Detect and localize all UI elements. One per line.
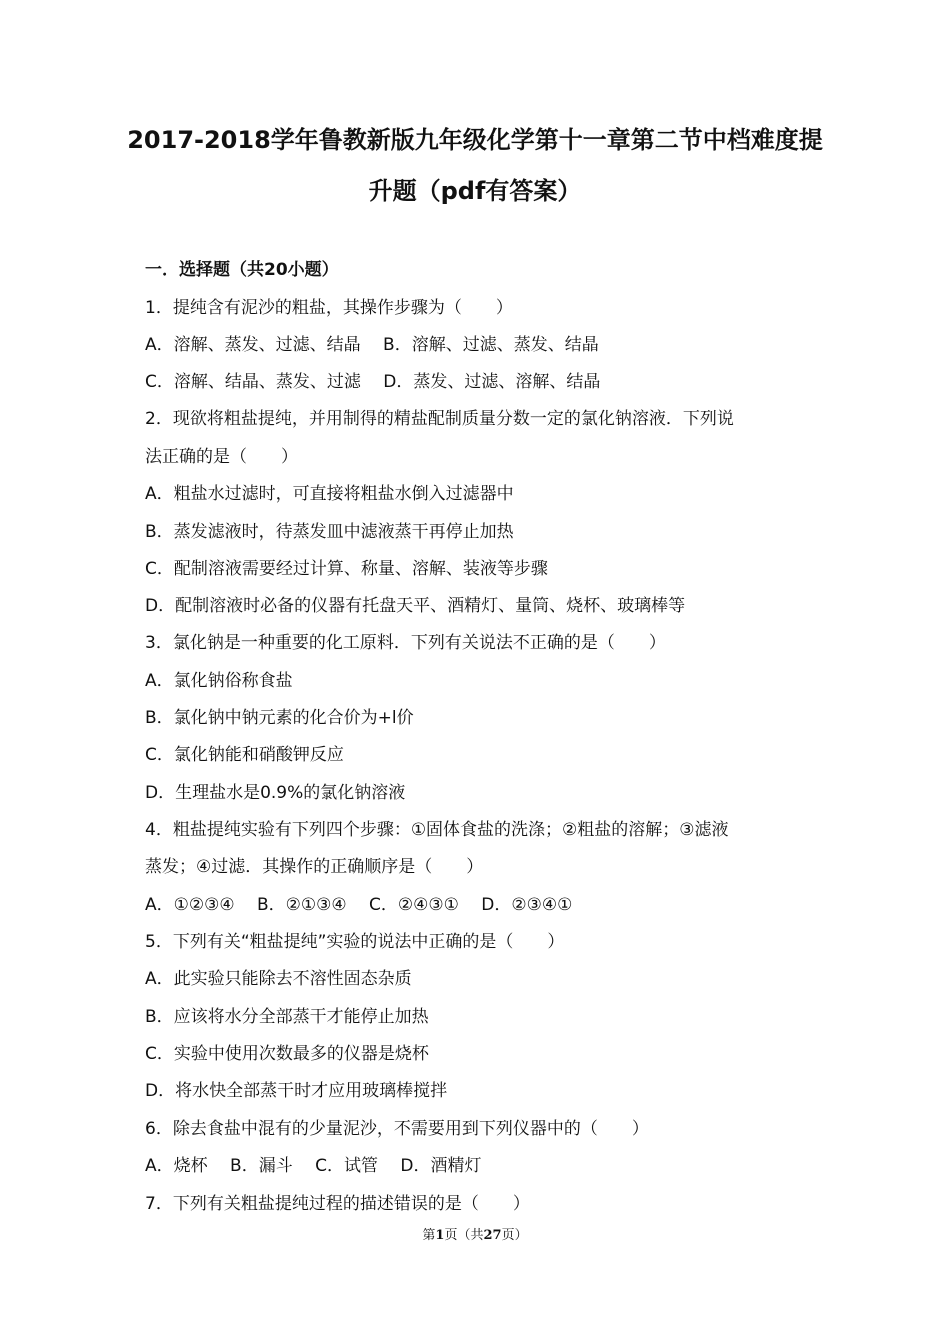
option-line: B．应该将水分全部蒸干才能停止加热 [145, 1007, 429, 1027]
footer-middle: 页（共 [444, 1228, 484, 1243]
document-title-line-2: 升题（pdf有答案） [368, 177, 582, 205]
question-line: 5．下列有关“粗盐提纯”实验的说法中正确的是（ ） [145, 932, 565, 952]
option-line: A．氯化钠俗称食盐 [145, 671, 293, 691]
option-line: C．氯化钠能和硝酸钾反应 [145, 745, 344, 765]
option-line: D．生理盐水是0.9%的氯化钠溶液 [145, 783, 406, 803]
footer-page-total: 27 [483, 1228, 502, 1243]
footer-prefix: 第 [422, 1228, 436, 1243]
option-line: D．配制溶液时必备的仪器有托盘天平、酒精灯、量筒、烧杯、玻璃棒等 [145, 596, 686, 616]
page-footer [0, 1226, 950, 1246]
option-line: C．溶解、结晶、蒸发、过滤 D．蒸发、过滤、溶解、结晶 [145, 372, 601, 392]
option-line: B．氯化钠中钠元素的化合价为+l价 [145, 708, 414, 728]
question-line: 蒸发；④过滤．其操作的正确顺序是（ ） [145, 857, 484, 877]
option-line: A．溶解、蒸发、过滤、结晶 B．溶解、过滤、蒸发、结晶 [145, 335, 599, 355]
document-title-line-1: 2017-2018学年鲁教新版九年级化学第十一章第二节中档难度提 [127, 126, 823, 154]
option-line: C．实验中使用次数最多的仪器是烧杯 [145, 1044, 429, 1064]
question-line: 1．提纯含有泥沙的粗盐，其操作步骤为（ ） [145, 298, 513, 318]
option-line: B．蒸发滤液时，待蒸发皿中滤液蒸干再停止加热 [145, 522, 514, 542]
option-line: A．烧杯 B．漏斗 C．试管 D．酒精灯 [145, 1156, 482, 1176]
option-line: C．配制溶液需要经过计算、称量、溶解、装液等步骤 [145, 559, 548, 579]
option-line: A．此实验只能除去不溶性固态杂质 [145, 969, 412, 989]
footer-page-number: 1 [435, 1228, 445, 1243]
section-heading: 一．选择题（共20小题） [145, 260, 339, 280]
question-line: 4．粗盐提纯实验有下列四个步骤：①固体食盐的洗涤；②粗盐的溶解；③滤液 [145, 820, 729, 840]
option-line: D．将水快全部蒸干时才应用玻璃棒搅拌 [145, 1081, 448, 1101]
question-line: 法正确的是（ ） [145, 447, 298, 467]
question-line: 3．氯化钠是一种重要的化工原料．下列有关说法不正确的是（ ） [145, 633, 666, 653]
question-line: 6．除去食盐中混有的少量泥沙，不需要用到下列仪器中的（ ） [145, 1119, 649, 1139]
option-line: A．粗盐水过滤时，可直接将粗盐水倒入过滤器中 [145, 484, 514, 504]
question-line: 7．下列有关粗盐提纯过程的描述错误的是（ ） [145, 1194, 530, 1214]
option-line: A．①②③④ B．②①③④ C．②④③① D．②③④① [145, 895, 573, 915]
footer-suffix: 页） [501, 1228, 528, 1243]
question-line: 2．现欲将粗盐提纯，并用制得的精盐配制质量分数一定的氯化钠溶液．下列说 [145, 409, 734, 429]
